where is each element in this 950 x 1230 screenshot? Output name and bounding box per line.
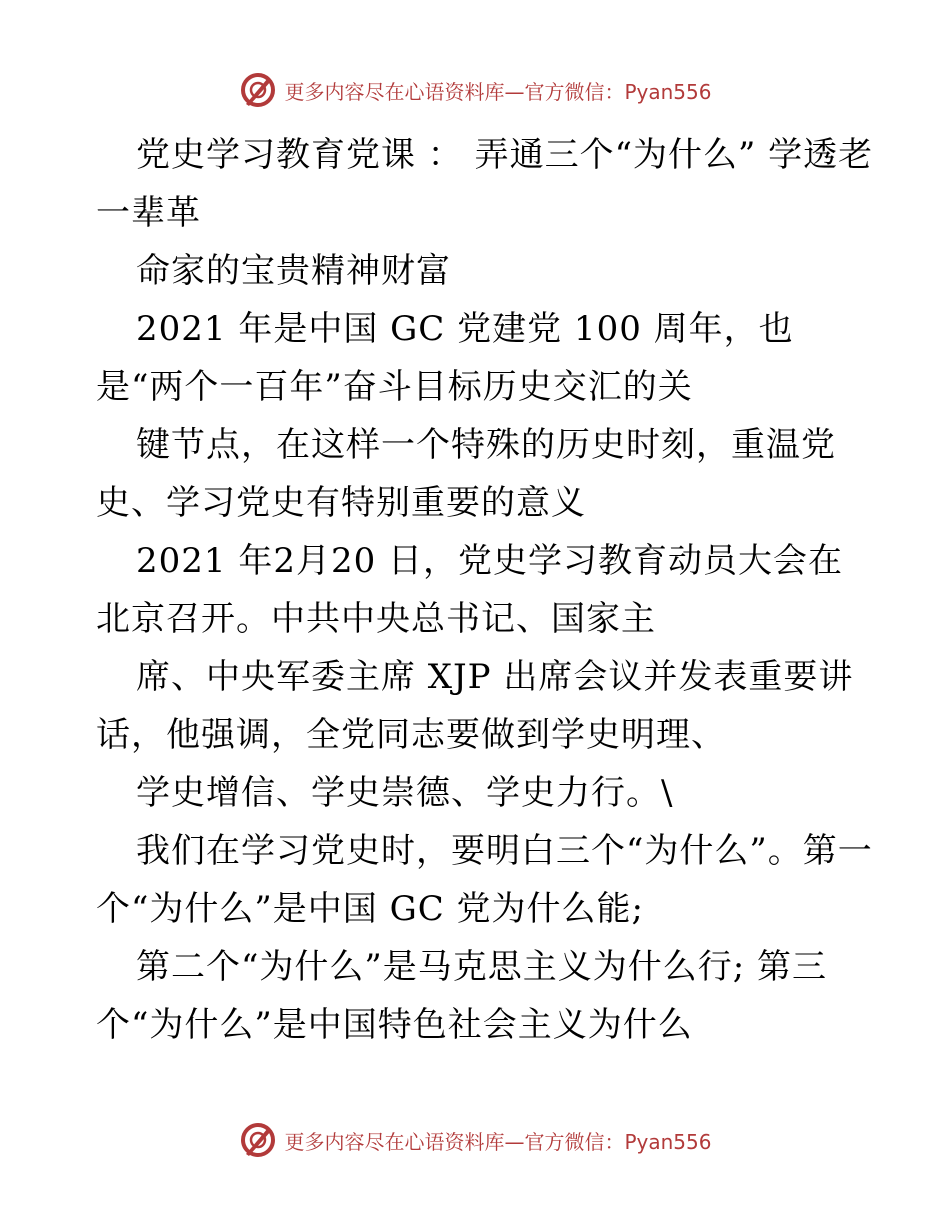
paragraph: 我们在学习党史时，要明白三个“为什么”。第一个“为什么”是中国 GC 党为什么能; — [96, 831, 873, 929]
watermark-text: 更多内容尽在心语资料库—官方微信：Pyan556 — [284, 79, 712, 104]
paragraph: 第二个“为什么”是马克思主义为什么行; 第三个“为什么”是中国特色社会主义为什么 — [96, 947, 828, 1045]
footer-watermark — [0, 1118, 950, 1162]
watermark-text: 更多内容尽在心语资料库—官方微信：Pyan556 — [284, 1129, 712, 1154]
quill-logo-icon — [238, 70, 278, 110]
paragraph: 键节点，在这样一个特殊的历史时刻，重温党史、学习党史有特别重要的意义 — [96, 425, 836, 523]
paragraph: 命家的宝贵精神财富 — [136, 251, 451, 291]
paragraph: 席、中央军委主席 XJP 出席会议并发表重要讲话，他强调，全党同志要做到学史明理、 — [96, 657, 854, 755]
paragraph: 2021 年2月20 日，党史学习教育动员大会在北京召开。中共中央总书记、国家主 — [96, 541, 844, 639]
paragraph: 2021 年是中国 GC 党建党 100 周年，也是“两个一百年”奋斗目标历史交汇的关 — [96, 309, 794, 407]
document-body — [96, 126, 876, 1054]
header-watermark — [0, 68, 950, 112]
quill-logo-icon — [238, 1120, 278, 1160]
paragraph: 学史增信、学史崇德、学史力行。\ — [136, 773, 674, 813]
paragraph: 党史学习教育党课 ： 弄通三个“为什么” 学透老一辈革 — [96, 135, 874, 233]
